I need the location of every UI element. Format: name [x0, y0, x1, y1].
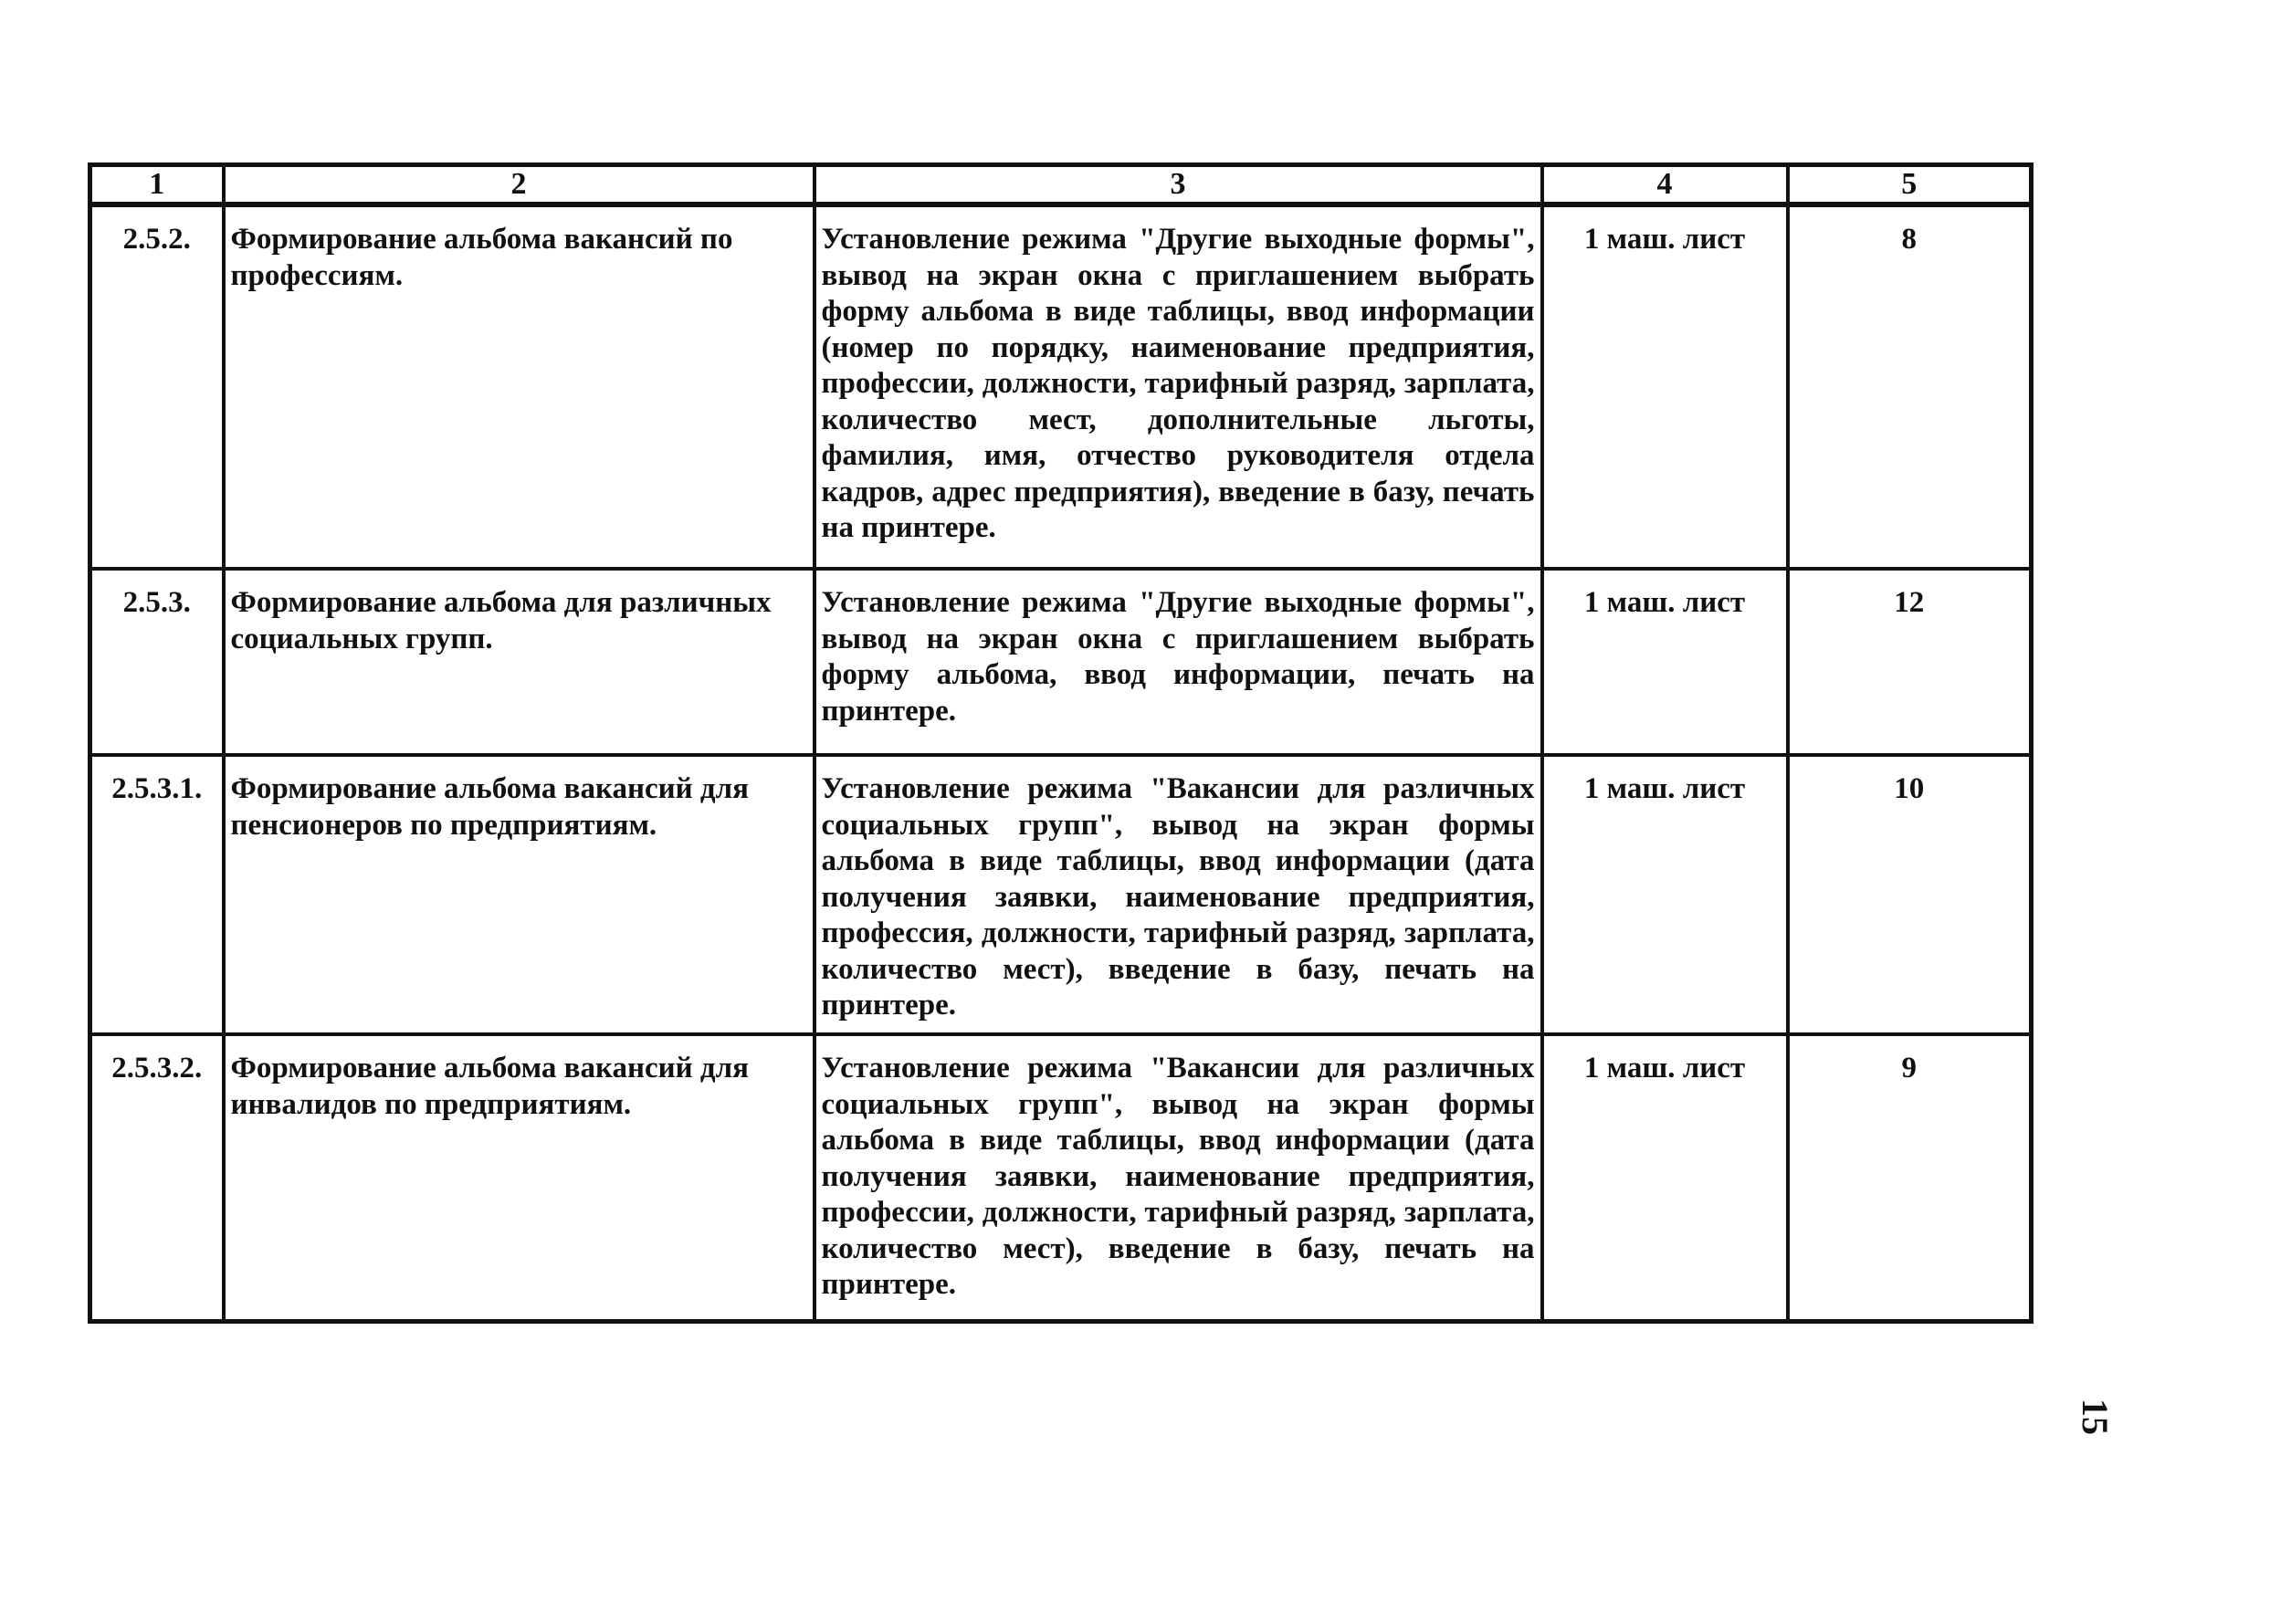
item-number: 2.5.2. — [90, 204, 224, 569]
item-description: Установление режима "Вакансии для различных социальных групп", вывод на экран формы альбома в виде таблицы, ввод информации (дата получения заявки, наименование предприятия, профессии, должности, тарифный разряд, зарплата, количество мест), введение в базу, печать на принтере. — [814, 1034, 1542, 1322]
item-name: Формирование альбома вакансий для инвалидов по предприятиям. — [224, 1034, 814, 1322]
item-unit: 1 маш. лист — [1542, 204, 1788, 569]
page-number: 15 — [2075, 1399, 2116, 1435]
item-number: 2.5.3.2. — [90, 1034, 224, 1322]
item-name: Формирование альбома вакансий по профессиям. — [224, 204, 814, 569]
item-description: Установление режима "Другие выходные формы", вывод на экран окна с приглашением выбрать форму альбома, ввод информации, печать на принтере. — [814, 569, 1542, 755]
item-unit: 1 маш. лист — [1542, 569, 1788, 755]
item-number: 2.5.3.1. — [90, 755, 224, 1034]
item-quantity: 12 — [1788, 569, 2032, 755]
column-header-4: 4 — [1542, 165, 1788, 205]
item-name: Формирование альбома вакансий для пенсионеров по предприятиям. — [224, 755, 814, 1034]
column-header-5: 5 — [1788, 165, 2032, 205]
table-row — [90, 1034, 2032, 1322]
header-row — [90, 165, 2032, 205]
item-number: 2.5.3. — [90, 569, 224, 755]
table-row — [90, 755, 2032, 1034]
item-quantity: 9 — [1788, 1034, 2032, 1322]
document-table — [88, 162, 2034, 1324]
table-row — [90, 204, 2032, 569]
table-row — [90, 569, 2032, 755]
table-body — [90, 204, 2032, 1322]
item-unit: 1 маш. лист — [1542, 1034, 1788, 1322]
item-description: Установление режима "Другие выходные формы", вывод на экран окна с приглашением выбрать форму альбома в виде таблицы, ввод информации (номер по порядку, наименование предприятия, профессии, должности, тарифный разряд, зарплата, количество мест, дополнительные льготы, фамилия, имя, отчество руководителя отдела кадров, адрес предприятия), введение в базу, печать на принтере. — [814, 204, 1542, 569]
column-header-1: 1 — [90, 165, 224, 205]
column-header-3: 3 — [814, 165, 1542, 205]
table-header — [90, 165, 2032, 205]
item-name: Формирование альбома для различных социальных групп. — [224, 569, 814, 755]
item-quantity: 8 — [1788, 204, 2032, 569]
item-unit: 1 маш. лист — [1542, 755, 1788, 1034]
item-quantity: 10 — [1788, 755, 2032, 1034]
column-header-2: 2 — [224, 165, 814, 205]
item-description: Установление режима "Вакансии для различных социальных групп", вывод на экран формы альбома в виде таблицы, ввод информации (дата получения заявки, наименование предприятия, профессия, должности, тарифный разряд, зарплата, количество мест), введение в базу, печать на принтере. — [814, 755, 1542, 1034]
